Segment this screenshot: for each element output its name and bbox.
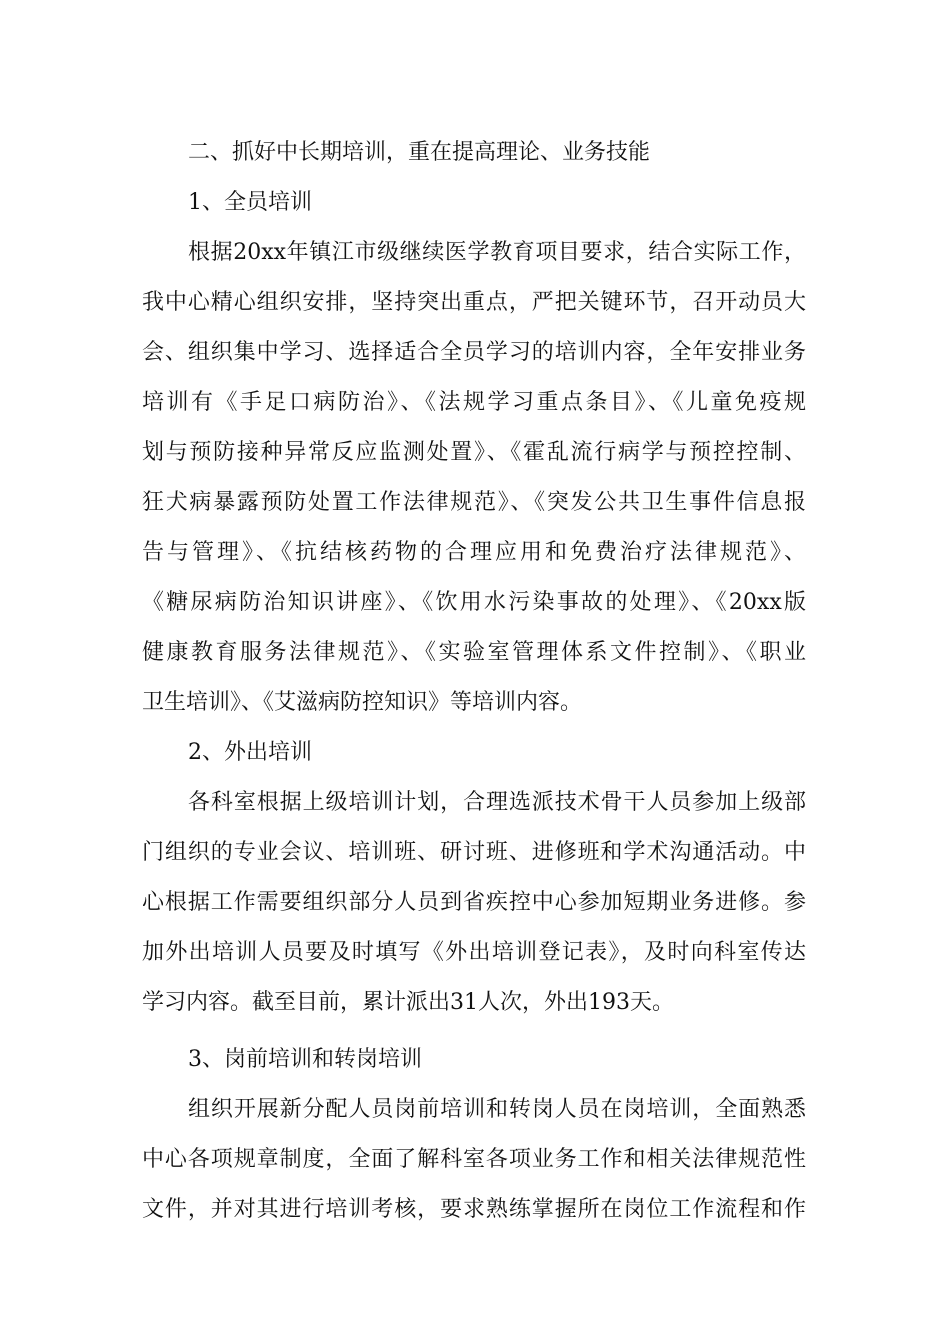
paragraph-line: 会、组织集中学习、选择适合全员学习的培训内容，全年安排业务	[142, 340, 806, 365]
paragraph-line: 心根据工作需要组织部分人员到省疾控中心参加短期业务进修。参	[142, 890, 806, 915]
paragraph-line: 我中心精心组织安排，坚持突出重点，严把关键环节，召开动员大	[142, 290, 806, 315]
section-heading: 二、抓好中长期培训，重在提高理论、业务技能	[188, 140, 651, 165]
paragraph-1	[142, 228, 806, 728]
spacer	[142, 1028, 806, 1035]
paragraph-line: 划与预防接种异常反应监测处置》、《霍乱流行病学与预控控制、	[142, 440, 806, 465]
paragraph-line: 各科室根据上级培训计划，合理选派技术骨干人员参加上级部	[188, 790, 806, 815]
paragraph-line: 培训有《手足口病防治》、《法规学习重点条目》、《儿童免疫规	[142, 390, 806, 415]
paragraph-line: 文件，并对其进行培训考核，要求熟练掌握所在岗位工作流程和作	[142, 1197, 806, 1222]
paragraph-line: 《糖尿病防治知识讲座》、《饮用水污染事故的处理》、《20xx版	[142, 590, 806, 615]
paragraph-line: 告与管理》、《抗结核药物的合理应用和免费治疗法律规范》、	[142, 540, 806, 565]
paragraph-line: 健康教育服务法律规范》、《实验室管理体系文件控制》、《职业	[142, 640, 806, 665]
document-page	[142, 128, 806, 1235]
paragraph-3	[142, 1085, 806, 1235]
paragraph-line: 卫生培训》、《艾滋病防控知识》等培训内容。	[142, 690, 583, 715]
subsection-heading-1: 1、全员培训	[188, 190, 312, 215]
paragraph-line: 组织开展新分配人员岗前培训和转岗人员在岗培训，全面熟悉	[188, 1097, 806, 1122]
paragraph-line: 门组织的专业会议、培训班、研讨班、进修班和学术沟通活动。中	[142, 840, 806, 865]
subsection-heading-2: 2、外出培训	[188, 740, 312, 765]
paragraph-2	[142, 778, 806, 1028]
paragraph-line: 学习内容。截至目前，累计派出31人次，外出193天。	[142, 990, 674, 1015]
subsection-heading-3: 3、岗前培训和转岗培训	[188, 1047, 422, 1072]
paragraph-line: 加外出培训人员要及时填写《外出培训登记表》，及时向科室传达	[142, 940, 806, 965]
paragraph-line: 狂犬病暴露预防处置工作法律规范》、《突发公共卫生事件信息报	[142, 490, 806, 515]
paragraph-line: 根据20xx年镇江市级继续医学教育项目要求，结合实际工作，	[188, 240, 806, 265]
paragraph-line: 中心各项规章制度，全面了解科室各项业务工作和相关法律规范性	[142, 1147, 806, 1172]
